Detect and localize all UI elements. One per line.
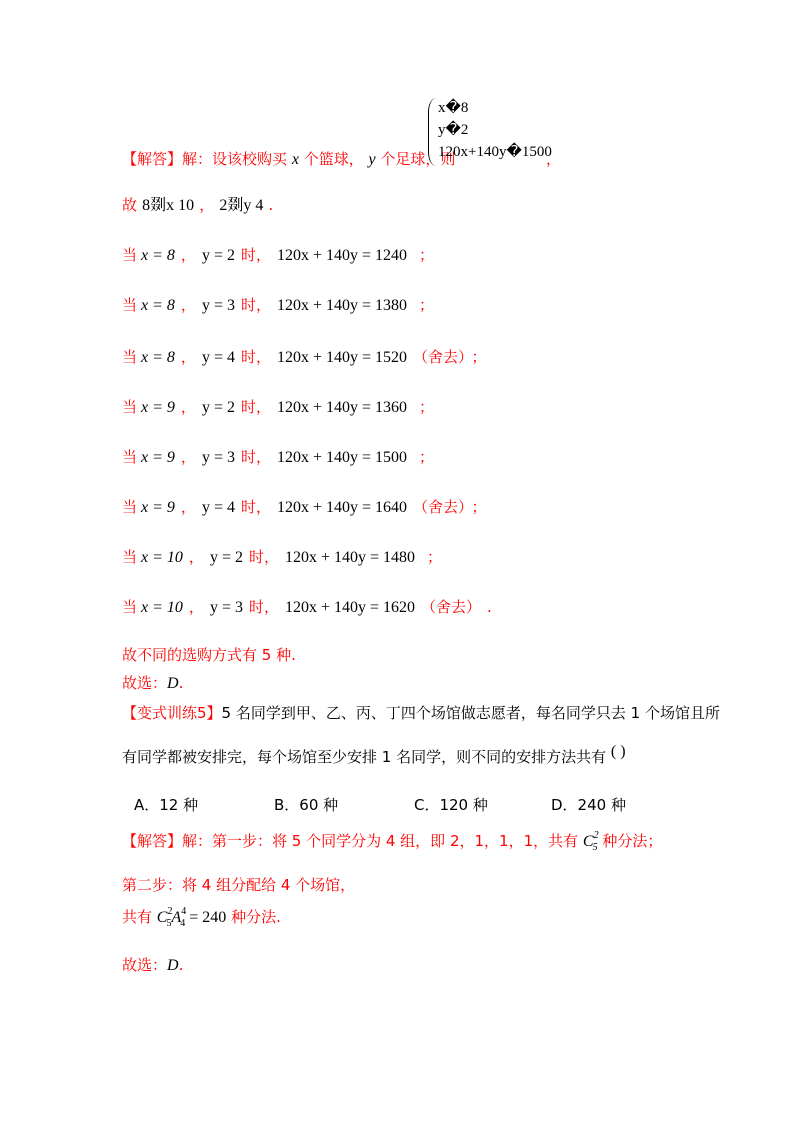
answer-paren: ( ) bbox=[610, 743, 626, 760]
system-line-1: x�8 bbox=[438, 100, 469, 116]
case-when: 时， bbox=[248, 548, 279, 566]
case-y: y = 2 bbox=[201, 399, 235, 416]
case-end: ； bbox=[471, 348, 487, 366]
exercise-line-1 bbox=[122, 702, 720, 723]
choose-end: . bbox=[178, 674, 184, 692]
exercise-text-1: 5 名同学到甲、乙、丙、丁四个场馆做志愿者，每名同学只去 1 个场馆且所 bbox=[221, 704, 720, 722]
exercise-line-2 bbox=[122, 743, 626, 767]
case-end: . bbox=[487, 598, 492, 616]
answer2-step2: 第二步：将 4 组分配给 4 个场馆， bbox=[122, 876, 356, 894]
exercise-text-2: 有同学都被安排完，每个场馆至少安排 1 名同学，则不同的安排方法共有 bbox=[122, 748, 607, 766]
case-expr: 120x + 140y = 1480 bbox=[284, 549, 416, 566]
case-x: 当 x = 9 bbox=[122, 448, 175, 466]
case-when: 时， bbox=[248, 598, 279, 616]
case-x: 当 x = 8 bbox=[122, 246, 175, 264]
x-variable: x bbox=[291, 151, 299, 168]
case-expr: 120x + 140y = 1360 bbox=[276, 399, 408, 416]
case-expr: 120x + 140y = 1500 bbox=[276, 449, 408, 466]
option-d: D．240 种 bbox=[551, 796, 626, 814]
case-note: （舍去） bbox=[413, 498, 466, 516]
case-end: ； bbox=[427, 548, 443, 566]
case-end: ； bbox=[419, 448, 435, 466]
case-y: y = 2 bbox=[201, 247, 235, 264]
case-y: y = 4 bbox=[201, 499, 235, 516]
range-y: 2剟y 4 bbox=[219, 197, 264, 214]
case-row bbox=[122, 294, 440, 315]
choose-answer: D bbox=[167, 675, 179, 692]
case-x: 当 x = 9 bbox=[122, 398, 175, 416]
case-note: （舍去） bbox=[421, 598, 482, 616]
case-x: 当 x = 8 bbox=[122, 296, 175, 314]
range-x: 8剟x 10 bbox=[142, 197, 195, 214]
case-sep: ， bbox=[180, 448, 196, 466]
answer-intro-text: 解：设该校购买 bbox=[182, 150, 288, 168]
comb-symbol: $C^2_5$ bbox=[582, 830, 599, 853]
case-expr: 120x + 140y = 1520 bbox=[276, 349, 408, 366]
case-end: ； bbox=[471, 498, 487, 516]
total-end: 种分法. bbox=[231, 908, 281, 926]
case-when: 时， bbox=[240, 398, 271, 416]
choose2-answer: D bbox=[167, 957, 179, 974]
system-comma: ， bbox=[546, 150, 562, 168]
answer-label: 【解答】 bbox=[122, 150, 183, 168]
range-end: . bbox=[268, 196, 274, 214]
choose-line-2 bbox=[122, 954, 183, 975]
system-line-3: 120x+140y�1500 bbox=[438, 144, 552, 160]
case-y: y = 4 bbox=[201, 349, 235, 366]
case-expr: 120x + 140y = 1240 bbox=[276, 247, 408, 264]
case-expr: 120x + 140y = 1380 bbox=[276, 297, 408, 314]
case-y: y = 3 bbox=[209, 599, 243, 616]
case-x: 当 x = 10 bbox=[122, 598, 183, 616]
case-y: y = 2 bbox=[209, 549, 243, 566]
case-sep: ， bbox=[180, 246, 196, 264]
exercise-label: 【变式训练5】 bbox=[122, 704, 222, 722]
answer2-label: 【解答】 bbox=[122, 832, 183, 850]
case-when: 时， bbox=[240, 498, 271, 516]
answer-intro bbox=[122, 148, 455, 169]
case-x: 当 x = 10 bbox=[122, 548, 183, 566]
choose2-prefix: 故选： bbox=[122, 956, 168, 974]
case-sep: ， bbox=[180, 498, 196, 516]
range-prefix: 故 bbox=[122, 196, 138, 214]
case-when: 时， bbox=[240, 348, 271, 366]
answer2-total bbox=[122, 906, 281, 927]
choose-prefix: 故选： bbox=[122, 674, 168, 692]
case-expr: 120x + 140y = 1620 bbox=[284, 599, 416, 616]
case-x: 当 x = 8 bbox=[122, 348, 175, 366]
case-when: 时， bbox=[240, 296, 271, 314]
total-prefix: 共有 bbox=[122, 908, 153, 926]
range-line bbox=[122, 192, 273, 215]
answer2-step1-end: 种分法； bbox=[602, 832, 663, 850]
case-when: 时， bbox=[240, 448, 271, 466]
case-row bbox=[122, 596, 498, 617]
answer-intro-mid2: 个足球，则 bbox=[380, 150, 456, 168]
case-y: y = 3 bbox=[201, 449, 235, 466]
option-c: C．120 种 bbox=[414, 796, 488, 814]
total-expression: $C^2_5A^4_4 = 240$ bbox=[156, 906, 227, 929]
case-when: 时， bbox=[240, 246, 271, 264]
range-sep: ， bbox=[199, 196, 215, 214]
case-end: ； bbox=[419, 246, 435, 264]
case-sep: ， bbox=[180, 296, 196, 314]
option-b: B．60 种 bbox=[274, 796, 339, 814]
case-row bbox=[122, 496, 493, 517]
conclusion-1: 故不同的选购方式有 5 种. bbox=[122, 646, 296, 664]
choose-line-1 bbox=[122, 672, 183, 693]
case-sep: ， bbox=[180, 348, 196, 366]
case-row bbox=[122, 244, 440, 265]
case-expr: 120x + 140y = 1640 bbox=[276, 499, 408, 516]
case-row bbox=[122, 546, 448, 567]
case-end: ； bbox=[419, 398, 435, 416]
answer2-step1-text: 解：第一步：将 5 个同学分为 4 组，即 2，1，1，1，共有 bbox=[182, 832, 579, 850]
case-row bbox=[122, 346, 493, 367]
option-a: A．12 种 bbox=[134, 796, 199, 814]
system-brace bbox=[428, 98, 437, 166]
case-row bbox=[122, 396, 440, 417]
answer2-step1 bbox=[122, 830, 662, 851]
case-row bbox=[122, 446, 440, 467]
case-x: 当 x = 9 bbox=[122, 498, 175, 516]
choose2-end: . bbox=[178, 956, 184, 974]
case-sep: ， bbox=[180, 398, 196, 416]
case-sep: ， bbox=[188, 598, 204, 616]
system-line-2: y�2 bbox=[438, 122, 469, 138]
case-sep: ， bbox=[188, 548, 204, 566]
case-end: ； bbox=[419, 296, 435, 314]
case-note: （舍去） bbox=[413, 348, 466, 366]
answer-intro-mid1: 个篮球， bbox=[303, 150, 364, 168]
case-y: y = 3 bbox=[201, 297, 235, 314]
y-variable: y bbox=[368, 151, 376, 168]
